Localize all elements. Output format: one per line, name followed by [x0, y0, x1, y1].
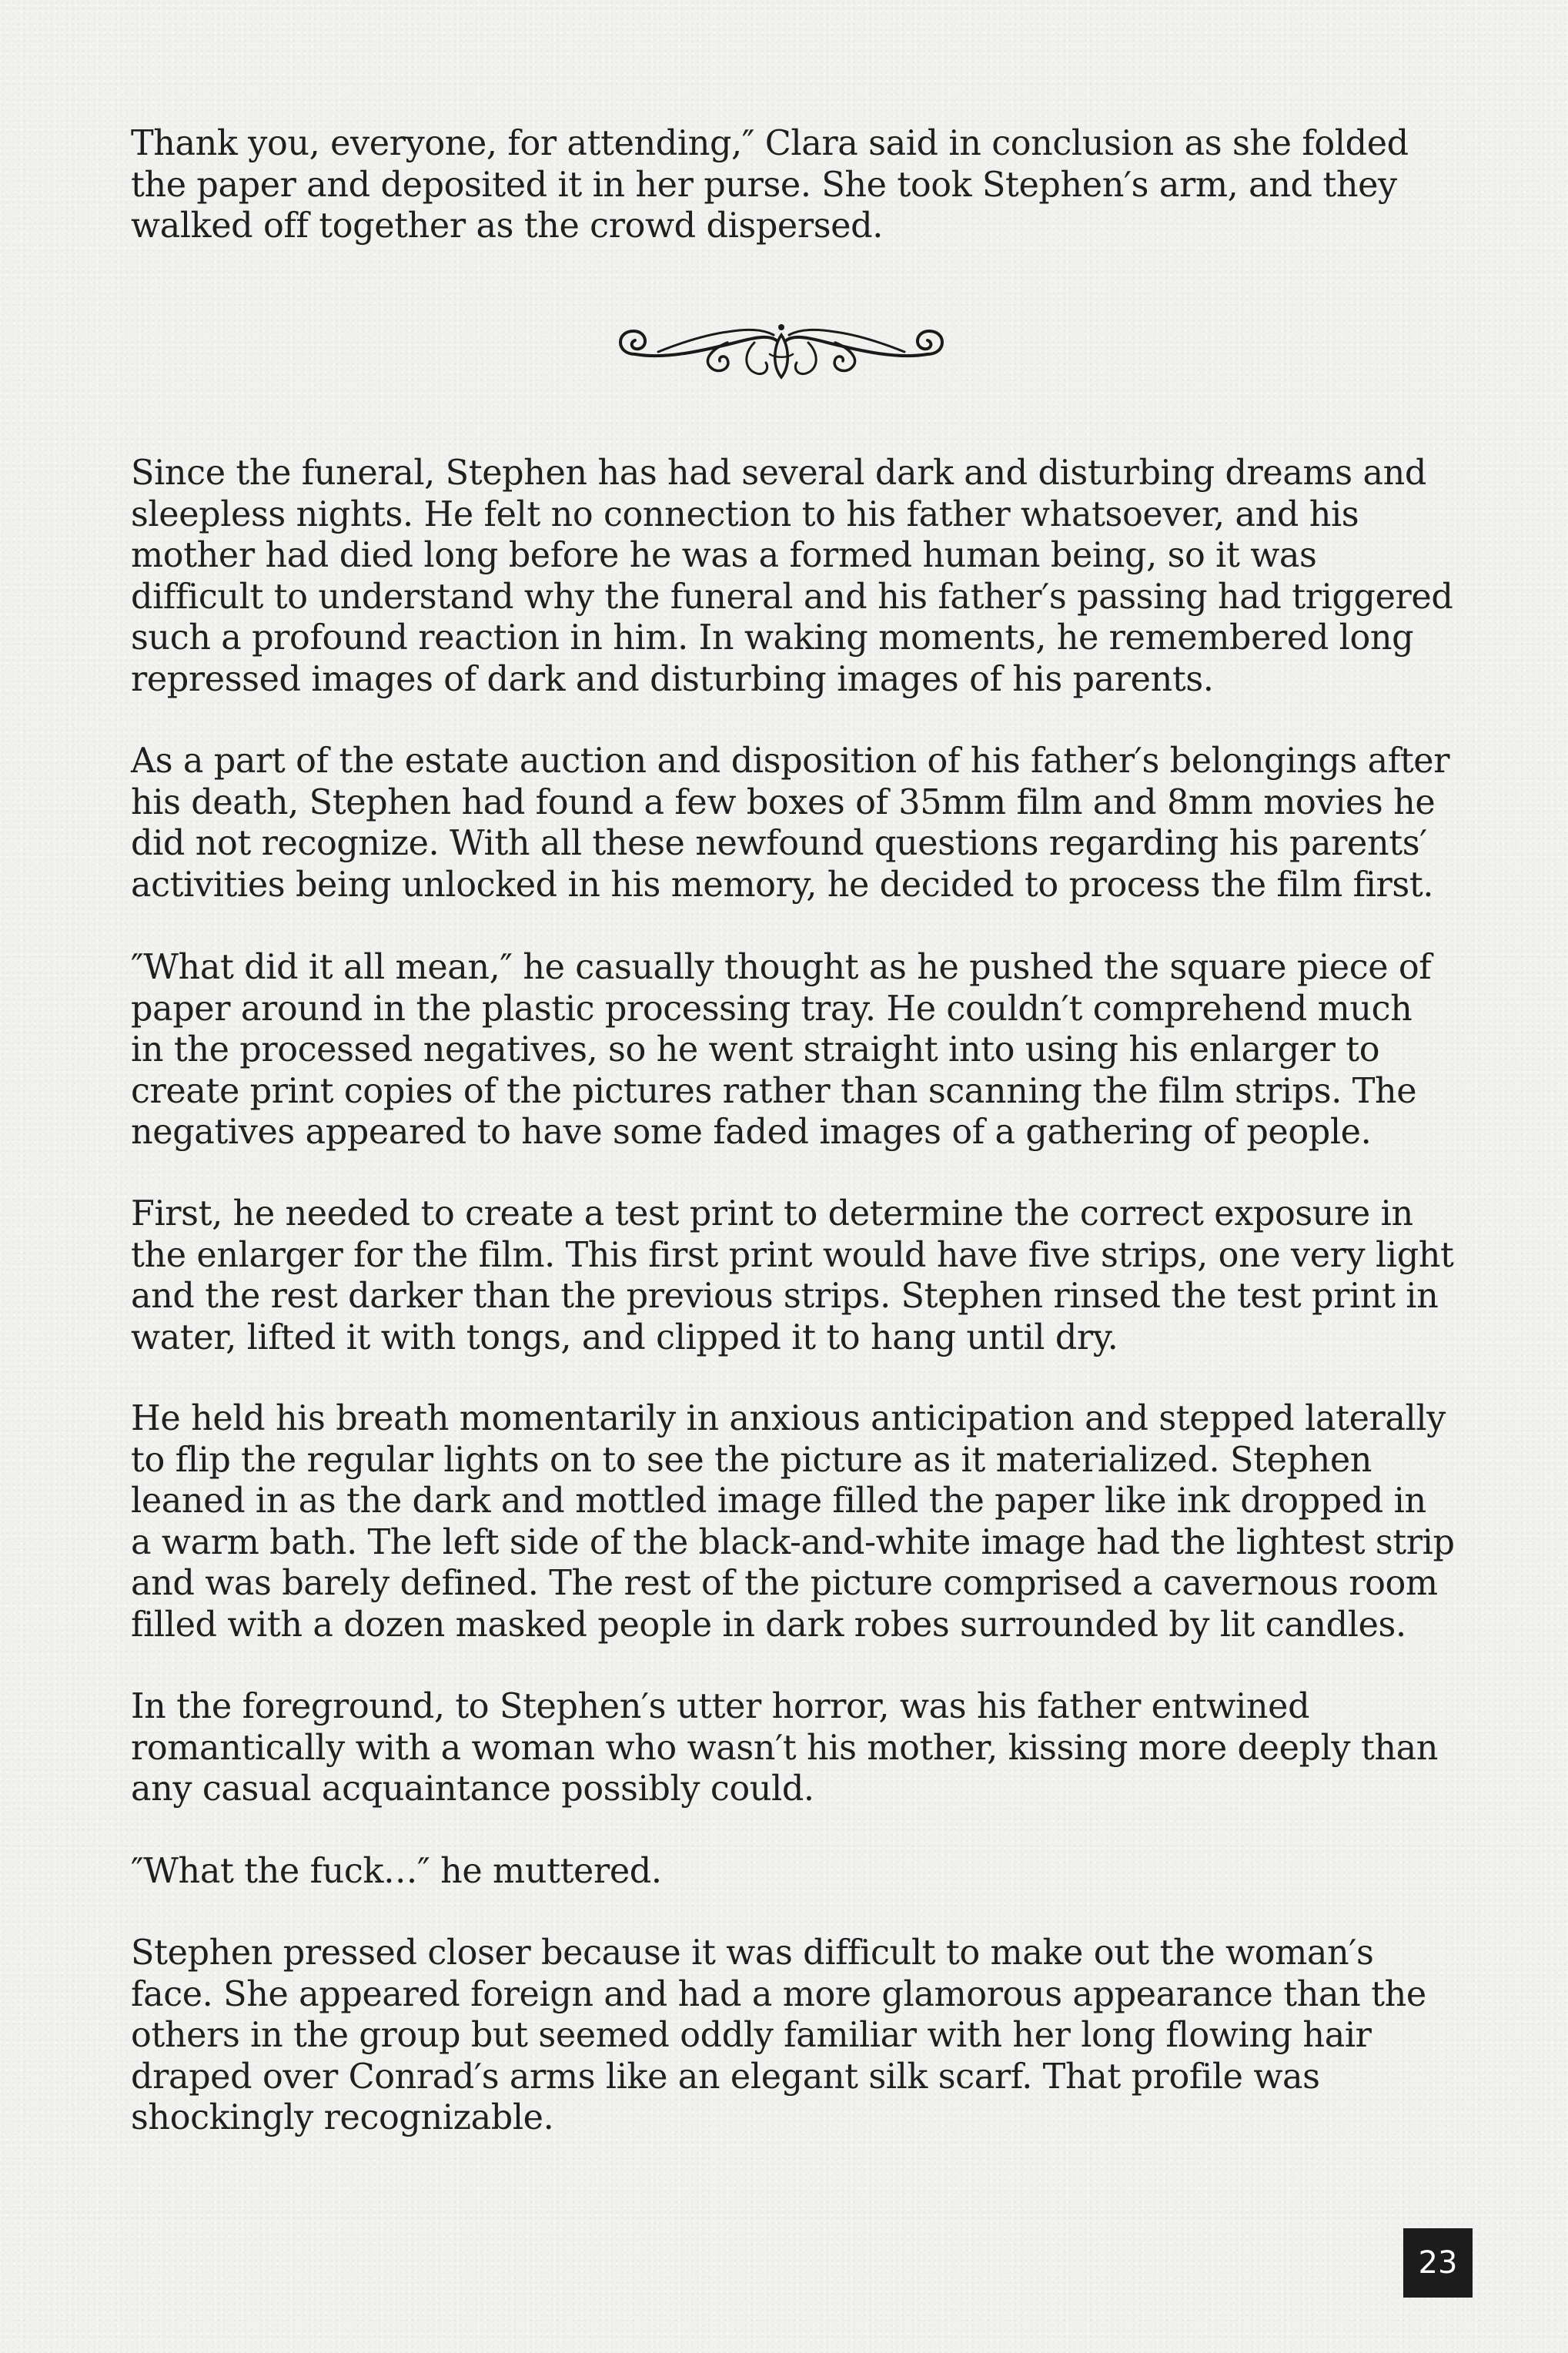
paragraph-father-foreground: In the foreground, to Stephen′s utter horror, was his father entwined romantically with a woman who wasn′t his mother, kissing more deeply than any casual acquaintance possibly could.	[131, 1687, 1439, 1809]
paragraph-muttered-line: ″What the fuck…″ he muttered.	[131, 1852, 662, 1891]
paragraph-estate-film: As a part of the estate auction and disposition of his father′s belongings after his death, Stephen had found a few boxes of 35mm film and 8mm movies he did not recognize. With all these newfound questions regarding his parents′ activities being unlocked in his memory, he decided to process the film first.	[131, 741, 1450, 905]
paragraph-processing-tray: ″What did it all mean,″ he casually thought as he pushed the square piece of paper around in the plastic processing tray. He couldn′t comprehend much in the processed negatives, so he went straight into using his enlarger to create print copies of the pictures rather than scanning the film strips. The negatives appeared to have some faded images of a gathering of people.	[131, 948, 1432, 1152]
paragraph-image-materializes: He held his breath momentarily in anxious anticipation and stepped laterally to flip the regular lights on to see the picture as it materialized. Stephen leaned in as the dark and mottled image filled the paper like ink dropped in a warm bath. The left side of the black-and-white image had the lightest strip and was barely defined. The rest of the picture comprised a cavernous room filled with a dozen masked people in dark robes surrounded by lit candles.	[131, 1399, 1455, 1645]
page-number-badge: 23	[1403, 2228, 1473, 2298]
paragraph-test-print: First, he needed to create a test print to determine the correct exposure in the enlarger for the film. This first print would have five strips, one very light and the rest darker than the previous strips. Stephen rinsed the test print in water, lifted it with tongs, and clipped it to hang until dry.	[131, 1194, 1454, 1357]
paragraph-closing-speech: Thank you, everyone, for attending,″ Clara said in conclusion as she folded the paper and deposited it in her purse. She took Stephen′s arm, and they walked off together as the crowd dispersed.	[131, 124, 1409, 246]
paragraph-woman-recognizable: Stephen pressed closer because it was difficult to make out the woman′s face. She appeared foreign and had a more glamorous appearance than the others in the group but seemed oddly familiar with her long flowing hair draped over Conrad′s arms like an elegant silk scarf. That profile was shockingly recognizable.	[131, 1933, 1426, 2137]
paragraph-funeral-dreams: Since the funeral, Stephen has had several dark and disturbing dreams and sleepless nights. He felt no connection to his father whatsoever, and his mother had died long before he was a formed human being, so it was difficult to understand why the funeral and his father′s passing had triggered such a profound reaction in him. In waking moments, he remembered long repressed images of dark and disturbing images of his parents.	[131, 454, 1453, 699]
flourish-divider-icon	[612, 312, 951, 385]
